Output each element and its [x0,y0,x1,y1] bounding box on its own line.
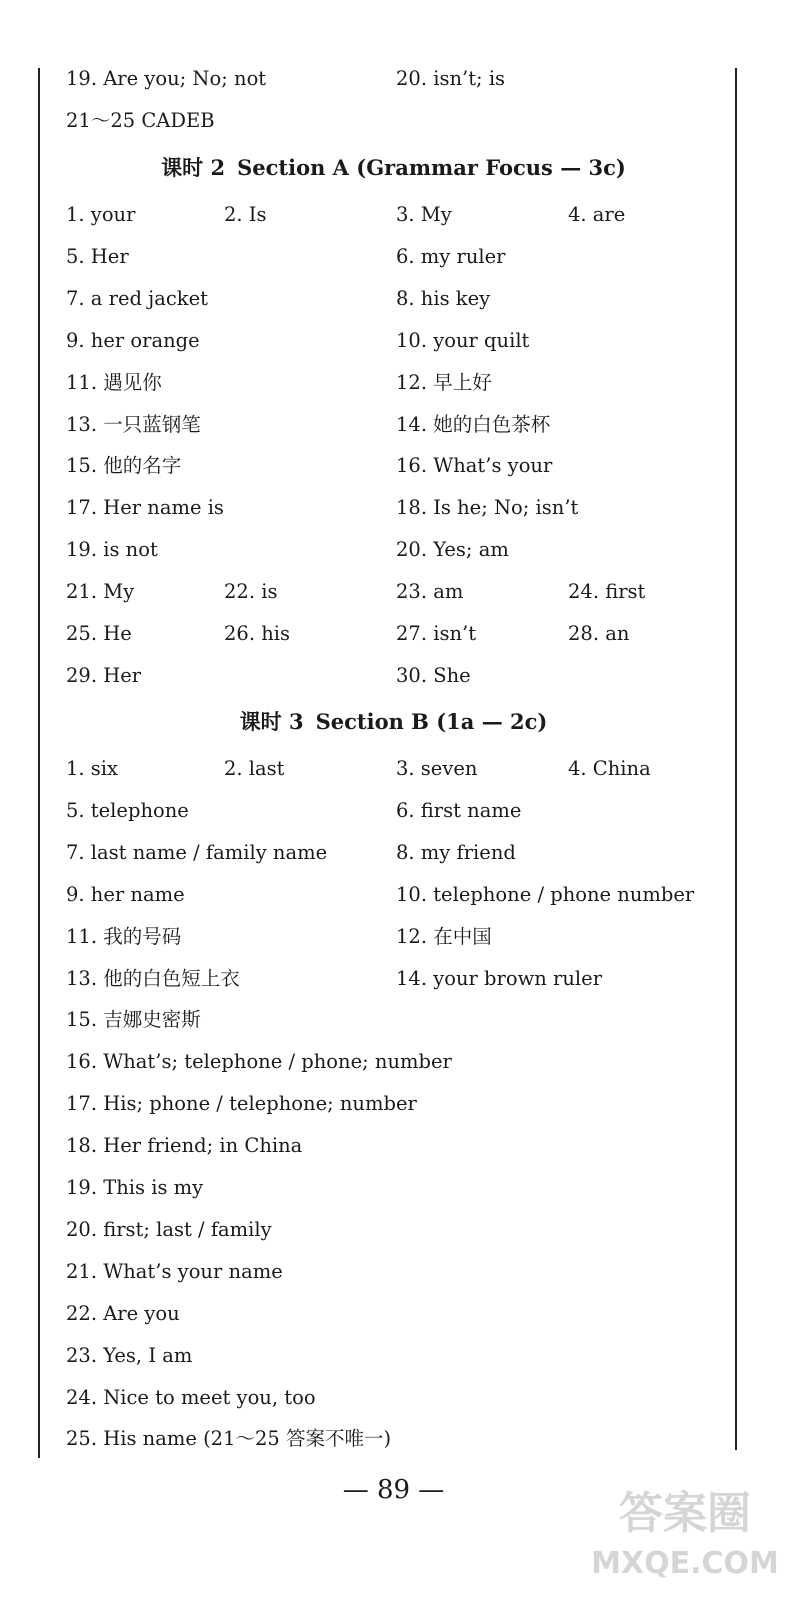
answer-item: 8. my friend [396,840,516,864]
answer-item: 20. isn’t; is [396,67,506,90]
answer-item: 15. 他的名字 [66,454,182,478]
watermark-text-bottom: MXQE.COM [591,1546,779,1581]
lesson-label: 课时 2 [161,155,226,180]
answer-item: 6. first name [396,798,522,822]
answer-item: 22. is [224,580,278,604]
answer-item: 26. his [224,622,291,645]
answer-item: 3. My [396,203,452,226]
answer-item: 28. an [568,622,630,645]
answer-item: 2. Is [224,203,267,226]
answer-item: 3. seven [396,757,478,780]
answer-item: 11. 遇见你 [66,370,162,394]
left-margin-rule [38,68,40,1458]
answer-item: 18. Is he; No; isn’t [396,496,579,520]
answer-item: 16. What’s your [396,454,553,478]
answer-item: 16. What’s; telephone / phone; number [66,1050,452,1074]
answer-item: 29. Her [66,663,142,687]
answer-item: 14. 她的白色茶杯 [396,412,551,436]
lesson-label: 课时 3 [239,709,304,734]
answer-item: 11. 我的号码 [66,924,182,948]
answer-item: 6. my ruler [396,244,506,268]
answer-item: 19. This is my [66,1176,204,1199]
answer-item: 14. your brown ruler [396,966,603,990]
answer-item: 21. My [66,580,135,604]
page-number: — 89 — [342,1475,445,1505]
answer-item: 7. last name / family name [66,840,328,864]
answer-item: 10. your quilt [396,328,530,352]
answer-item: 25. He [66,622,132,645]
watermark-logo [590,1478,780,1588]
answer-item: 17. Her name is [66,496,224,520]
answer-item: 19. is not [66,538,158,562]
section-title: Section B (1a — 2c) [315,709,548,734]
answer-item: 25. His name (21～25 答案不唯一) [66,1427,392,1451]
answer-item: 1. your [66,203,136,226]
answer-item: 5. Her [66,244,129,268]
right-margin-rule [735,68,737,1450]
answer-item: 24. first [568,580,646,604]
answer-item: 24. Nice to meet you, too [66,1385,316,1409]
answer-item: 12. 早上好 [396,370,492,394]
answer-item: 20. first; last / family [66,1217,272,1241]
answer-item: 4. are [568,203,626,226]
answer-item: 18. Her friend; in China [66,1134,303,1158]
answer-item: 22. Are you [66,1301,180,1325]
answer-item: 27. isn’t [396,622,477,645]
answer-item: 1. six [66,757,119,780]
answer-item: 8. his key [396,286,491,310]
answer-item: 10. telephone / phone number [396,882,695,906]
answer-item: 23. Yes, I am [66,1343,193,1367]
answer-item: 9. her name [66,882,185,906]
answer-item: 20. Yes; am [396,538,509,562]
answer-item: 5. telephone [66,798,189,822]
answer-item: 23. am [396,580,464,604]
answer-item: 19. Are you; No; not [66,67,267,90]
answer-item: 12. 在中国 [396,924,492,948]
answer-item: 13. 他的白色短上衣 [66,966,240,990]
answer-item: 21. What’s your name [66,1259,283,1283]
answer-item: 30. She [396,663,471,687]
answer-item: 13. 一只蓝钢笔 [66,412,201,436]
answer-item: 21～25 CADEB [66,109,215,132]
section-title: Section A (Grammar Focus — 3c) [237,155,626,180]
answer-item: 15. 吉娜史密斯 [66,1008,201,1032]
answer-item: 9. her orange [66,328,200,352]
watermark-text-top: 答案圈 [619,1488,751,1539]
answer-item: 2. last [224,757,285,780]
answer-item: 4. China [568,757,651,780]
section-3-heading [0,701,787,743]
answer-item: 7. a red jacket [66,286,208,310]
answer-item: 17. His; phone / telephone; number [66,1092,417,1116]
section-2-heading [0,147,787,189]
